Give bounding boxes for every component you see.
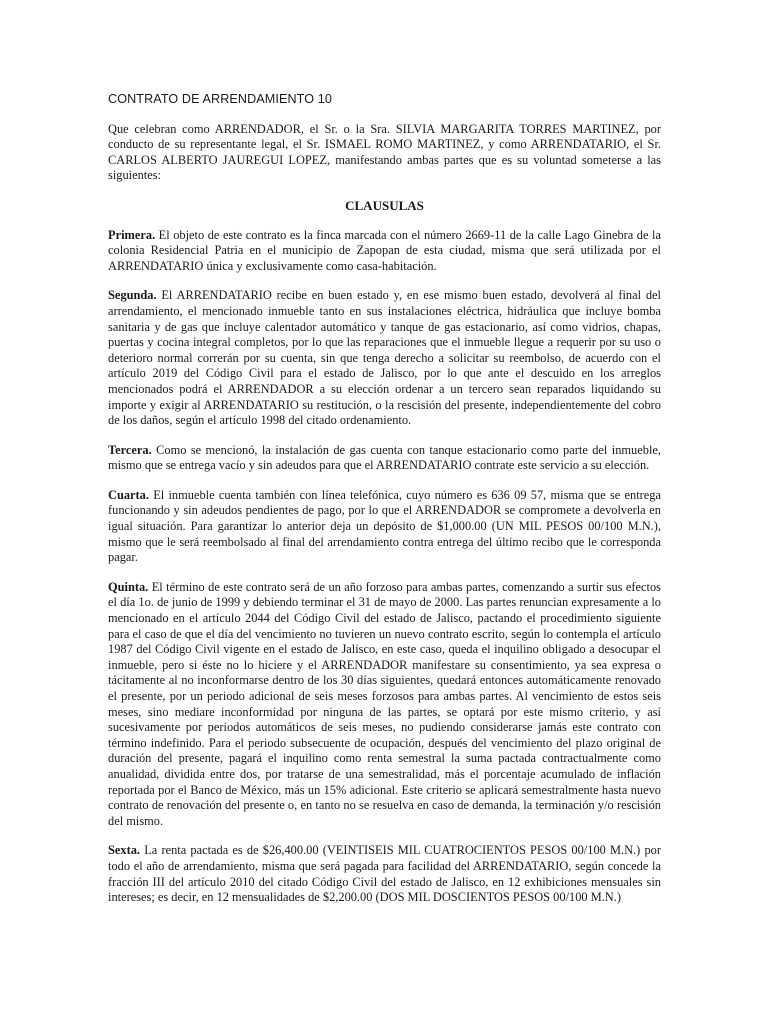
clause-sexta (108, 843, 661, 905)
clause-quinta (108, 580, 661, 830)
clause-title: Sexta. (108, 843, 141, 858)
clause-title: Segunda. (108, 288, 157, 303)
clause-title: Primera. (108, 227, 156, 242)
clause-text: Como se mencionó, la instalación de gas cuenta con tanque estacionario como parte del inmueble, mismo que se entrega vacío y sin adeudos para que el ARRENDATARIO contrate este servicio a su elección. (108, 442, 661, 473)
clause-title: Quinta. (108, 579, 149, 594)
contract-page (108, 92, 661, 920)
clause-cuarta (108, 488, 661, 566)
clause-segunda (108, 288, 661, 428)
clause-tercera (108, 443, 661, 474)
clause-title: Cuarta. (108, 487, 149, 502)
clause-text: El objeto de este contrato es la finca marcada con el número 2669-11 de la calle Lago Ginebra de la colonia Residencial Patria en el municipio de Zapopan de esta ciudad, misma que será utilizada por el ARRENDATARIO única y exclusivamente como casa-habitación. (108, 227, 661, 273)
clause-primera (108, 228, 661, 275)
clause-text: La renta pactada es de $26,400.00 (VEINTISEIS MIL CUATROCIENTOS PESOS 00/100 M.N.) por todo el año de arrendamiento, misma que será pagada para facilidad del ARRENDATARIO, según concede la fracción III del artículo 2010 del citado Código Civil del estado de Jalisco, en 12 exhibiciones mensuales sin intereses; es decir, en 12 mensualidades de $2,200.00 (DOS MIL DOSCIENTOS PESOS 00/100 M.N.) (108, 843, 661, 905)
clause-title: Tercera. (108, 442, 152, 457)
intro-paragraph: Que celebran como ARRENDADOR, el Sr. o la Sra. SILVIA MARGARITA TORRES MARTINEZ, por conducto de su representante legal, el Sr. ISMAEL ROMO MARTINEZ, y como ARRENDATARIO, el Sr. CARLOS ALBERTO JAUREGUI LOPEZ, manifestando ambas partes que es su voluntad someterse a las siguientes: (108, 121, 661, 183)
document-title: CONTRATO DE ARRENDAMIENTO 10 (108, 92, 332, 106)
clause-text: El término de este contrato será de un año forzoso para ambas partes, comenzando a surtir sus efectos el día 1o. de junio de 1999 y debiendo terminar el 31 de mayo de 2000. Las partes renuncian expresamente a lo mencionado en el artículo 2044 del Código Civil del estado de Jalisco, pactando el procedimiento siguiente para el caso de que el día del vencimiento no tuvieren un nuevo contrato escrito, según lo contempla el artículo 1987 del Código Civil vigente en el estado de Jalisco, en este caso, queda el inquilino obligado a desocupar el inmueble, pero si éste no lo hiciere y el ARRENDADOR manifestare su consentimiento, ya sea expresa o tácitamente al no inconformarse dentro de los 30 días siguientes, quedará entonces automáticamente renovado el presente, por un periodo adicional de seis meses forzosos para ambas partes. Al vencimiento de estos seis meses, sino mediare inconformidad por ninguna de las partes, se optará por este mismo criterio, y así sucesivamente por periodos automáticos de seis meses, no pudiendo considerarse jamás este contrato con término indefinido. Para el periodo subsecuente de ocupación, después del vencimiento del plazo original de duración del presente, pagará el inquilino como renta semestral la suma pactada contractualmente como anualidad, dividida entre dos, por tratarse de una semestralidad, más el porcentaje acumulado de inflación reportada por el Banco de México, más un 15% adicional. Este criterio se aplicará semestralmente hasta nuevo contrato de renovación del presente o, en tanto no se resuelva en caso de demanda, la terminación y/o rescisión del mismo. (108, 579, 661, 828)
clause-text: El inmueble cuenta también con línea telefónica, cuyo número es 636 09 57, misma que se entrega funcionando y sin adeudos pendientes de pago, por lo que el ARRENDADOR se compromete a devolverla en igual situación. Para garantizar lo anterior deja un depósito de $1,000.00 (UN MIL PESOS 00/100 M.N.), mismo que le será reembolsado al final del arrendamiento contra entrega del último recibo que le corresponda pagar. (108, 487, 661, 565)
clausulas-heading: CLAUSULAS (345, 197, 424, 213)
clause-text: El ARRENDATARIO recibe en buen estado y, en ese mismo buen estado, devolverá al final del arrendamiento, el mencionado inmueble tanto en sus instalaciones eléctrica, hidráulica que incluye bomba sanitaria y de gas que incluye calentador automático y tanque de gas estacionario, así como vidrios, chapas, puertas y cocina integral completos, por lo que las reparaciones que el inmueble llegue a requerir por su uso o deterioro normal correrán por su cuenta, sin que tenga derecho a solicitar su reembolso, de acuerdo con el artículo 2019 del Código Civil para el estado de Jalisco, por lo que ante el descuido en los arreglos mencionados podrá el ARRENDADOR a su elección ordenar a un tercero sean reparados liquidando su importe y exigir al ARRENDATARIO su restitución, o la rescisión del presente, independientemente del cobro de los daños, según el artículo 1998 del citado ordenamiento. (108, 288, 661, 428)
